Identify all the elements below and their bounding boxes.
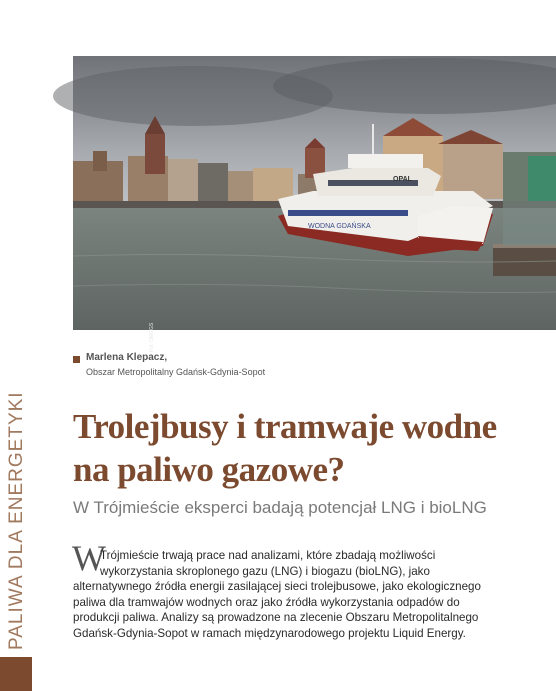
article-photo [73,56,556,352]
paragraph-line: paliwa dla tramwajów wodnych oraz jako źródła wykorzystania odpadów do [73,595,460,609]
harbor-photo-illustration [73,56,556,330]
boat-name: OPAL [393,176,412,183]
article-subtitle: W Trójmieście eksperci badają potencjał LNG i bioLNG [73,498,487,517]
paragraph-line: Gdańsk-Gdynia-Sopot w ramach międzynarodowego projektu Liquid Energy. [73,626,466,640]
side-color-block [0,657,32,691]
paragraph-line: alternatywnego źródła energii zasilającej sieci trolejbusowe, jako ekologicznego [73,580,481,594]
photo-credit: Fot. OMGGS [149,322,155,352]
paragraph-line: Trójmieście trwają prace nad analizami, które zbadają możliwości [100,549,436,562]
paragraph-line: wykorzystania skroplonego gazu (LNG) i biogazu (bioLNG), jako [100,564,430,578]
drop-cap: W [72,538,106,578]
article-lead-paragraph [73,548,553,642]
article-title [73,405,553,491]
hull-text: WODNA GDAŃSKA [308,223,371,230]
title-line-2: na paliwo gazowe? [73,450,345,489]
paragraph-line: produkcji paliwa. Analizy są prowadzone na zlecenie Obszaru Metropolitalnego [73,611,479,625]
author-name: Marlena Klepacz, [86,352,168,363]
author-bullet-icon [73,356,80,363]
section-side-label: PALIWA DLA ENERGETYKI [6,391,27,650]
title-line-1: Trolejbusy i tramwaje wodne [73,407,497,446]
author-organization: Obszar Metropolitalny Gdańsk-Gdynia-Sopot [86,367,266,377]
